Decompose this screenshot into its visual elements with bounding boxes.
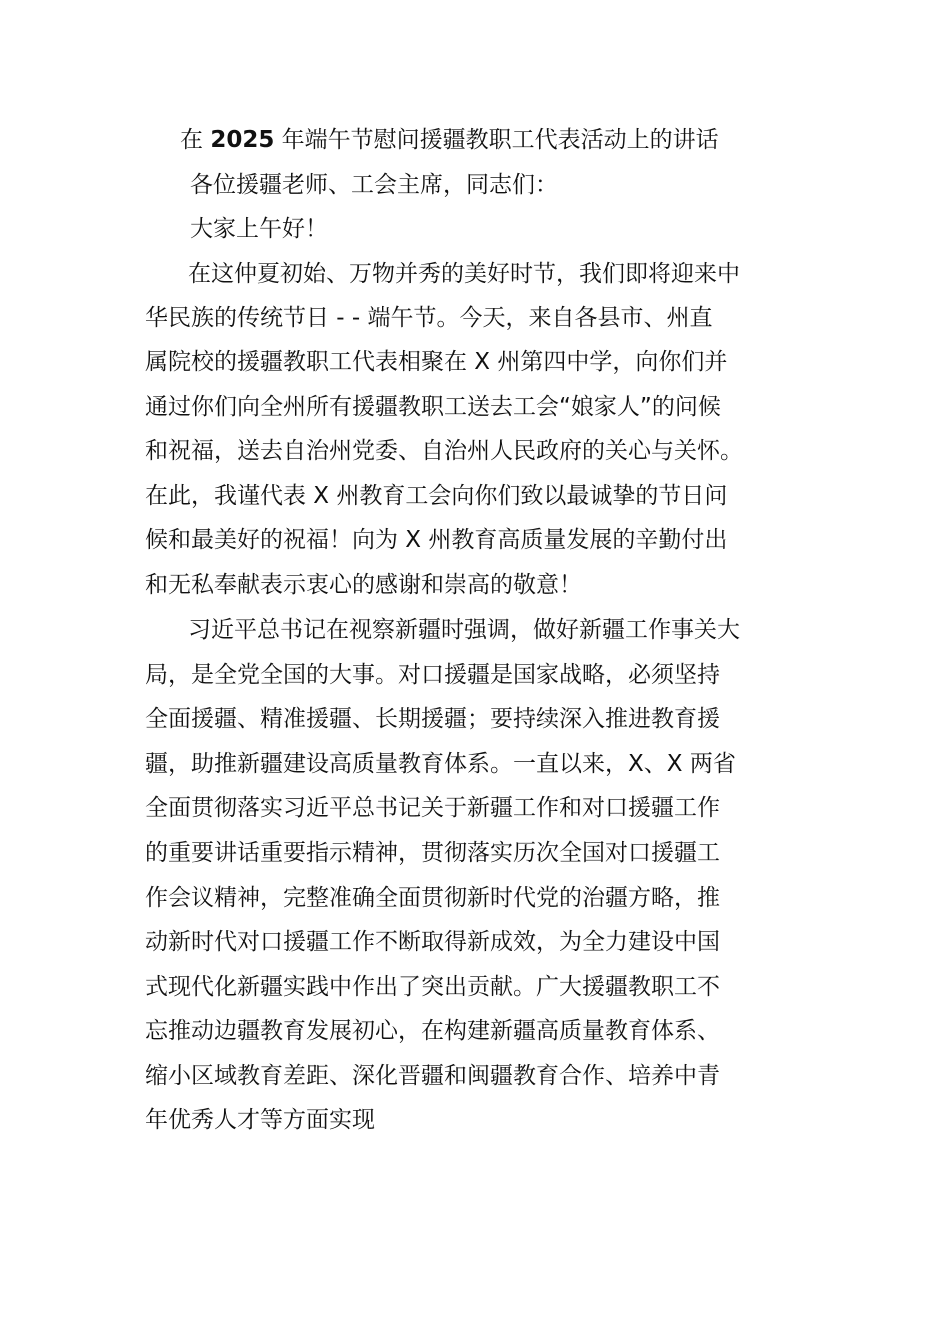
paragraph-1-line: 候和最美好的祝福！向为 X 州教育高质量发展的辛勤付出 [145, 527, 728, 553]
paragraph-2-line: 全面援疆、精准援疆、长期援疆；要持续深入推进教育援 [145, 706, 720, 732]
paragraph-2-line: 全面贯彻落实习近平总书记关于新疆工作和对口援疆工作 [145, 795, 720, 821]
paragraph-2-line: 的重要讲话重要指示精神，贯彻落实历次全国对口援疆工 [145, 840, 720, 866]
paragraph-1-line: 通过你们向全州所有援疆教职工送去工会“娘家人”的问候 [145, 394, 721, 420]
paragraph-1-line: 在此，我谨代表 X 州教育工会向你们致以最诚挚的节日问 [145, 483, 728, 509]
paragraph-2-line: 年优秀人才等方面实现 [145, 1107, 375, 1133]
paragraph-1-line: 在这仲夏初始、万物并秀的美好时节，我们即将迎来中 [188, 261, 740, 287]
paragraph-2-line: 动新时代对口援疆工作不断取得新成效，为全力建设中国 [145, 929, 720, 955]
page-title [180, 118, 820, 162]
title-year: 2025 [210, 127, 275, 153]
title-suffix: 年端午节慰问援疆教职工代表活动上的讲话 [274, 127, 719, 153]
paragraph-2-line: 忘推动边疆教育发展初心，在构建新疆高质量教育体系、 [145, 1018, 720, 1044]
paragraph-2-line: 缩小区域教育差距、深化晋疆和闽疆教育合作、培养中青 [145, 1063, 720, 1089]
paragraph-2-line: 局，是全党全国的大事。对口援疆是国家战略，必须坚持 [145, 662, 720, 688]
salutation: 各位援疆老师、工会主席，同志们： [190, 172, 558, 198]
title-prefix: 在 [180, 127, 211, 153]
paragraph-1-line: 华民族的传统节日 - - 端午节。今天，来自各县市、州直 [145, 305, 713, 331]
paragraph-1-line: 和无私奉献表示衷心的感谢和崇高的敬意！ [145, 572, 582, 598]
greeting: 大家上午好！ [190, 216, 328, 242]
paragraph-2-line: 疆，助推新疆建设高质量教育体系。一直以来，X、X 两省 [145, 751, 736, 777]
paragraph-2-line: 习近平总书记在视察新疆时强调，做好新疆工作事关大 [188, 617, 740, 643]
paragraph-2-line: 作会议精神，完整准确全面贯彻新时代党的治疆方略，推 [145, 885, 720, 911]
paragraph-1-line: 属院校的援疆教职工代表相聚在 X 州第四中学，向你们并 [145, 349, 728, 375]
paragraph-1-line: 和祝福，送去自治州党委、自治州人民政府的关心与关怀。 [145, 438, 743, 464]
paragraph-2-line: 式现代化新疆实践中作出了突出贡献。广大援疆教职工不 [145, 974, 720, 1000]
